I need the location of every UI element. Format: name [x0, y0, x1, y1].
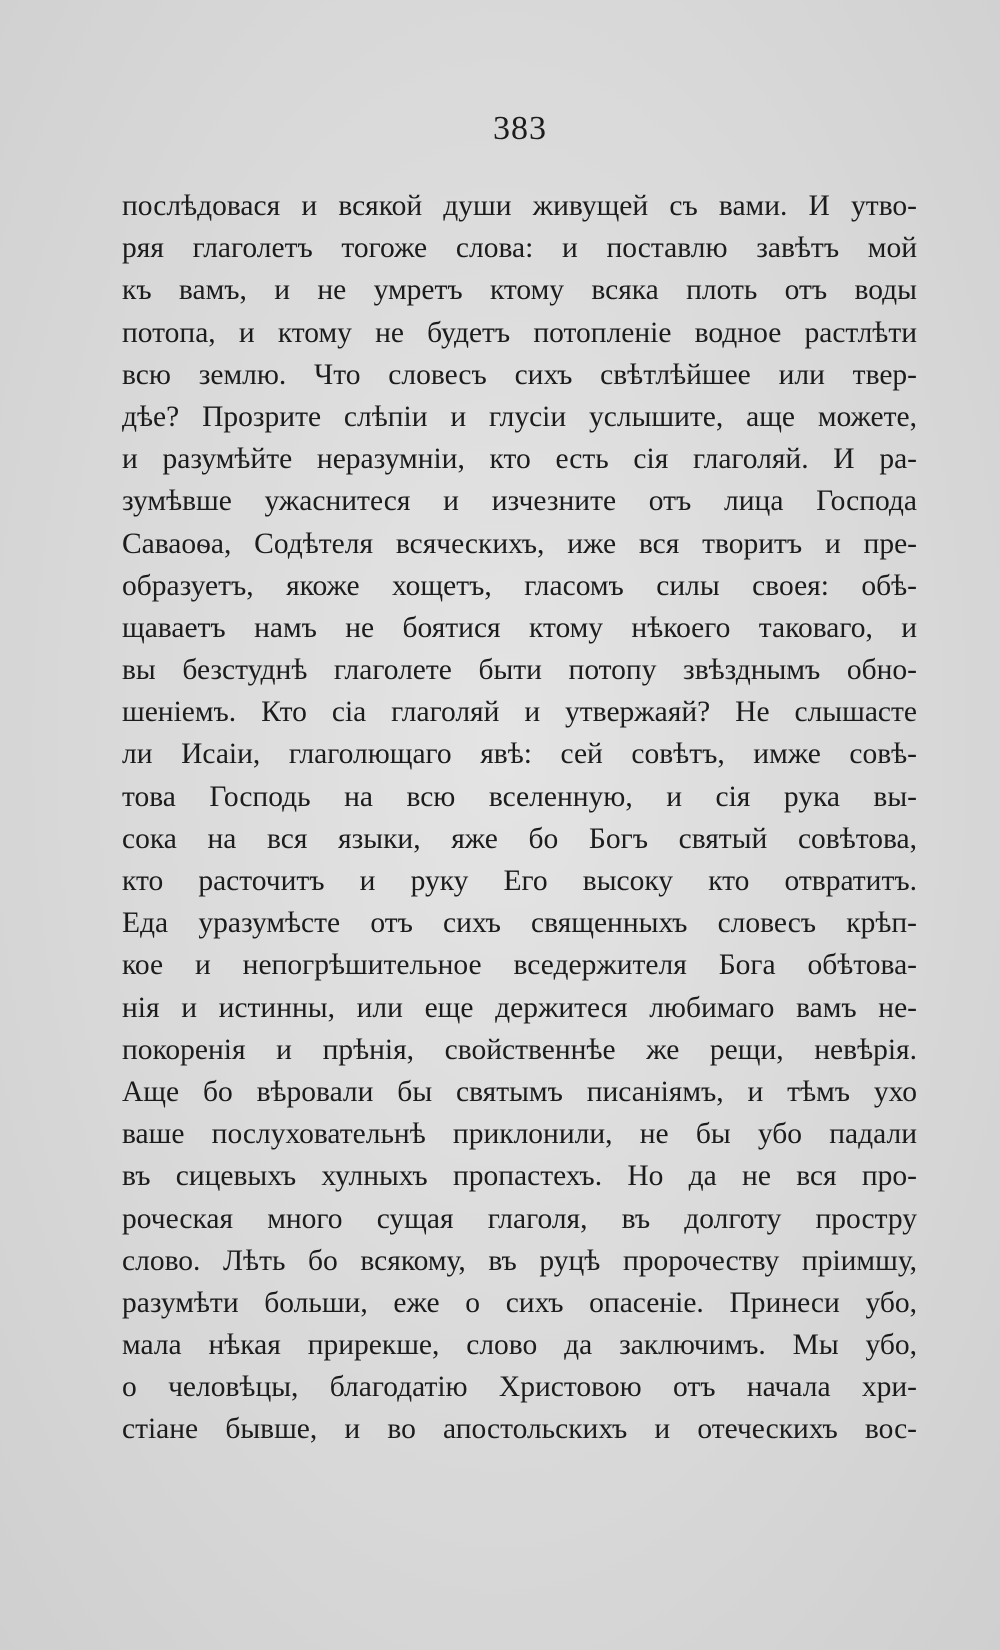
- text-line: Аще бо вѣровали бы святымъ писаніямъ, и тѣмъ ухо: [122, 1075, 917, 1108]
- text-line: стіане бывше, и во апостольскихъ и отеческихъ вос-: [122, 1413, 917, 1446]
- text-line: послѣдовася и всякой души живущей съ вами. И утво-: [122, 190, 917, 222]
- text-line: къ вамъ, и не умретъ ктому всяка плоть отъ воды: [122, 274, 917, 307]
- text-line: ваше послуховательнѣ приклонили, не бы убо падали: [122, 1118, 917, 1151]
- text-line: кто расточитъ и руку Его высоку кто отвратитъ.: [122, 865, 917, 897]
- body-text: [122, 185, 917, 1451]
- text-line: разумѣти больши, еже о сихъ опасеніе. Принеси убо,: [122, 1286, 917, 1319]
- text-line: нія и истинны, или еще держитеся любимаго вамъ не-: [122, 991, 917, 1024]
- text-line: ли Исаіи, глаголющаго явѣ: сей совѣтъ, имже совѣ-: [122, 738, 917, 771]
- text-line: потопа, и ктому не будетъ потопленіе водное растлѣти: [122, 316, 917, 349]
- text-line: въ сицевыхъ хулныхъ пропастехъ. Но да не вся про-: [122, 1160, 917, 1193]
- text-line: ряя глаголетъ тогоже слова: и поставлю завѣтъ мой: [122, 232, 917, 265]
- text-line: о человѣцы, благодатію Христовою отъ начала хри-: [122, 1371, 917, 1404]
- text-line: слово. Лѣть бо всякому, въ руцѣ пророчеству пріимшу,: [122, 1244, 917, 1277]
- text-line: дѣе? Прозрите слѣпіи и глусіи услышите, аще можете,: [122, 400, 917, 433]
- text-line: зумѣвше ужаснитеся и изчезните отъ лица Господа: [122, 485, 917, 518]
- text-line: всю землю. Что словесъ сихъ свѣтлѣйшее или твер-: [122, 358, 917, 391]
- text-line: покоренія и прѣнія, свойственнѣе же рещи, невѣрія.: [122, 1033, 917, 1066]
- text-line: кое и непогрѣшительное вседержителя Бога обѣтова-: [122, 949, 917, 982]
- text-line: вы безстуднѣ глаголете быти потопу звѣзднымъ обно-: [122, 654, 917, 687]
- text-line: щаваетъ намъ не боятися ктому нѣкоего таковаго, и: [122, 611, 917, 644]
- text-line: Еда уразумѣсте отъ сихъ священныхъ словесъ крѣп-: [122, 907, 917, 940]
- text-line: това Господь на всю вселенную, и сія рука вы-: [122, 780, 917, 813]
- text-line: сока на вся языки, яже бо Богъ святый совѣтова,: [122, 822, 917, 855]
- text-line: мала нѣкая прирекше, слово да заключимъ. Мы убо,: [122, 1329, 917, 1362]
- text-line: и разумѣйте неразумніи, кто есть сія глаголяй. И ра-: [122, 443, 917, 476]
- text-line: роческая много сущая глаголя, въ долготу простру: [122, 1202, 917, 1235]
- text-line: шеніемъ. Кто сіа глаголяй и утвержаяй? Не слышасте: [122, 696, 917, 729]
- page-number: 383: [493, 110, 547, 147]
- text-line: образуетъ, якоже хощетъ, гласомъ силы своея: обѣ-: [122, 569, 917, 602]
- text-line: Саваоѳа, Содѣтеля всяческихъ, иже вся творитъ и пре-: [122, 527, 917, 560]
